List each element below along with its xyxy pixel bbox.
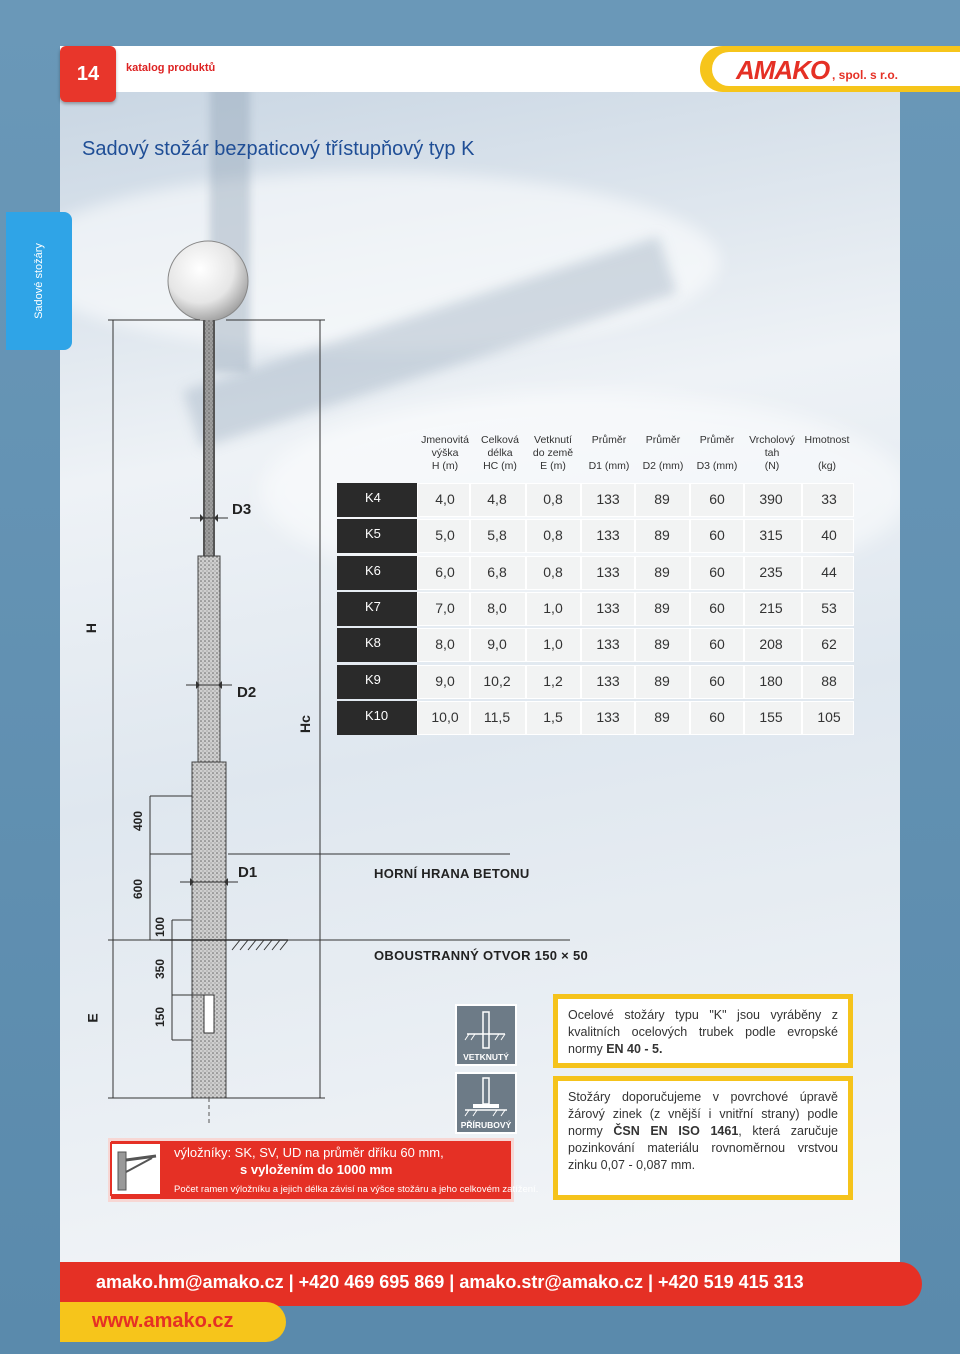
table-cell: 5,0 — [435, 527, 455, 544]
table-cell: 6,0 — [435, 563, 455, 580]
table-cell: 62 — [821, 636, 837, 653]
vetknuty-label: VETKNUTÝ — [463, 1052, 509, 1062]
row-code: K10 — [337, 701, 417, 735]
table-cell: 5,8 — [487, 527, 507, 544]
table-cell: 8,0 — [435, 636, 455, 653]
table-cell: 133 — [596, 599, 620, 616]
label-d2: D2 — [237, 684, 257, 701]
table-row — [337, 519, 854, 553]
info-box-zinc: Stožáry doporučujeme v povrchové úpravě žárový zinek (z vnější i vnitřní strany) podle normy ČSN EN ISO 1461, která zaručuje pozinkování materiálu rovnoměrnou vrstvou zinku 0,07 - 0,087 mm. — [553, 1076, 853, 1200]
table-cell: 0,8 — [543, 563, 563, 580]
table-row — [337, 628, 854, 662]
label-d1: D1 — [238, 864, 258, 881]
label-otvor: OBOUSTRANNÝ OTVOR 150 × 50 — [374, 948, 589, 963]
dim-600: 600 — [131, 878, 146, 900]
table-cell: 1,5 — [543, 708, 563, 725]
dim-150: 150 — [153, 1006, 168, 1028]
table-cell: 0,8 — [543, 527, 563, 544]
table-cell: 4,0 — [435, 491, 455, 507]
label-d3: D3 — [232, 501, 252, 518]
table-cell: 89 — [654, 491, 670, 507]
table-cell: 8,0 — [487, 599, 507, 616]
page-title: Sadový stožár bezpaticový třístupňový typ K — [82, 138, 475, 160]
label-hc: Hc — [296, 715, 313, 733]
table-cell: 133 — [596, 636, 620, 653]
table-cell: 133 — [596, 563, 620, 580]
logo-suffix: , spol. s r.o. — [832, 68, 899, 82]
vetknuty-icon — [455, 1004, 517, 1066]
table-cell: 235 — [759, 563, 783, 580]
logo: AMAKO — [736, 55, 830, 85]
col-header-d3: Průměr D3 (mm) — [696, 434, 738, 472]
table-cell: 390 — [759, 491, 783, 507]
table-cell: 315 — [759, 527, 783, 544]
table-cell: 89 — [654, 636, 670, 653]
col-header-d2: Průměr D2 (mm) — [642, 434, 684, 472]
row-code: K4 — [337, 483, 417, 517]
table-cell: 89 — [654, 563, 670, 580]
table-cell: 133 — [596, 527, 620, 544]
table-cell: 44 — [821, 563, 837, 580]
table-cell: 60 — [709, 599, 725, 616]
table-row — [337, 665, 854, 699]
dim-350: 350 — [153, 958, 168, 980]
footer-contacts — [60, 1262, 922, 1306]
page-number: 14 — [60, 46, 116, 102]
table-cell: 4,8 — [487, 491, 507, 507]
table-row — [337, 556, 854, 590]
vylozniky-line2: s vyložením do 1000 mm — [240, 1162, 393, 1177]
label-h: H — [83, 622, 100, 634]
table-cell: 88 — [821, 672, 837, 689]
table-cell: 0,8 — [543, 491, 563, 507]
col-header-tah: Vrcholový tah (N) — [749, 434, 795, 472]
table-cell: 9,0 — [487, 636, 507, 653]
table-cell: 40 — [821, 527, 837, 544]
table-cell: 10,2 — [483, 672, 511, 689]
vylozniky-line1: výložníky: SK, SV, UD na průměr dříku 60 mm, — [174, 1145, 444, 1160]
table-cell: 60 — [709, 636, 725, 653]
col-header-hc: Celková délka HC (m) — [481, 434, 519, 472]
table-cell: 53 — [821, 599, 837, 616]
row-code: K5 — [337, 519, 417, 553]
table-cell: 60 — [709, 527, 725, 544]
table-cell: 9,0 — [435, 672, 455, 689]
row-code: K9 — [337, 665, 417, 699]
contacts-text[interactable]: amako.hm@amako.cz | +420 469 695 869 | amako.str@amako.cz | +420 519 415 313 — [96, 1272, 804, 1292]
table-row — [337, 592, 854, 626]
col-header-e: Vetknutí do země E (m) — [532, 434, 574, 472]
label-e: E — [84, 1013, 101, 1023]
table-cell: 60 — [709, 672, 725, 689]
dim-100: 100 — [153, 916, 168, 938]
table-cell: 89 — [654, 708, 670, 725]
table-cell: 1,0 — [543, 599, 563, 616]
table-row — [337, 483, 854, 517]
row-code: K7 — [337, 592, 417, 626]
table-cell: 10,0 — [431, 708, 459, 725]
table-cell: 1,2 — [543, 672, 563, 689]
label-horni-hrana: HORNÍ HRANA BETONU — [374, 866, 530, 881]
web-link[interactable]: www.amako.cz — [92, 1310, 234, 1332]
pole-section-d1 — [192, 762, 226, 1098]
table-cell: 133 — [596, 491, 620, 507]
lamp-globe — [168, 241, 248, 321]
vylozniky-note: Počet ramen výložníku a jejich délka závisí na výšce stožáru a jeho celkovém zatížení. — [174, 1184, 539, 1195]
table-cell: 7,0 — [435, 599, 455, 616]
bracket-icon — [110, 1142, 162, 1196]
table-cell: 133 — [596, 708, 620, 725]
info-box-standard: Ocelové stožáry typu "K" jsou vyráběny z kvalitních ocelových trubek podle evropské normy EN 40 - 5. — [553, 994, 853, 1068]
table-cell: 89 — [654, 599, 670, 616]
table-cell: 133 — [596, 672, 620, 689]
side-tab-label: Sadové stožáry — [33, 243, 45, 319]
table-cell: 89 — [654, 672, 670, 689]
col-header-d1: Průměr D1 (mm) — [588, 434, 630, 472]
catalog-label: katalog produktů — [126, 62, 216, 74]
table-cell: 155 — [759, 708, 783, 725]
table-cell: 33 — [821, 491, 837, 507]
table-cell: 89 — [654, 527, 670, 544]
col-header-hmotnost: Hmotnost (kg) — [804, 434, 850, 472]
table-row — [337, 701, 854, 735]
table-cell: 6,8 — [487, 563, 507, 580]
col-header-h: Jmenovitá výška H (m) — [421, 434, 469, 472]
prirubovy-icon — [455, 1072, 517, 1134]
table-cell: 215 — [759, 599, 783, 616]
table-cell: 1,0 — [543, 636, 563, 653]
table-cell: 180 — [759, 672, 783, 689]
row-code: K6 — [337, 556, 417, 590]
table-cell: 60 — [709, 563, 725, 580]
prirubovy-label: PŘÍRUBOVÝ — [460, 1120, 512, 1130]
table-cell: 105 — [817, 708, 841, 725]
pole-section-d2 — [198, 556, 220, 762]
row-code: K8 — [337, 628, 417, 662]
table-cell: 60 — [709, 708, 725, 725]
table-cell: 60 — [709, 491, 725, 507]
table-cell: 208 — [759, 636, 783, 653]
table-cell: 11,5 — [483, 708, 511, 725]
dim-400: 400 — [131, 810, 146, 832]
footer-web — [60, 1302, 286, 1342]
